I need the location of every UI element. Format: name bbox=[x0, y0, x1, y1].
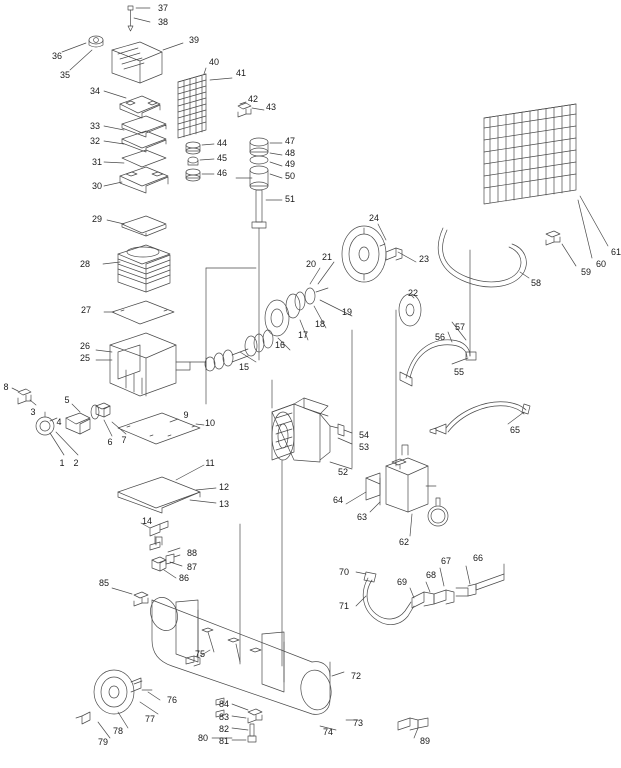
callout-54: 54 bbox=[358, 430, 370, 440]
callout-56: 56 bbox=[434, 332, 446, 342]
part-group-belt bbox=[438, 228, 529, 287]
callout-86: 86 bbox=[178, 573, 190, 583]
callout-78: 78 bbox=[112, 726, 124, 736]
callout-88: 88 bbox=[186, 548, 198, 558]
callout-23: 23 bbox=[418, 254, 430, 264]
callout-55: 55 bbox=[453, 367, 465, 377]
callout-30: 30 bbox=[91, 181, 103, 191]
callout-52: 52 bbox=[337, 467, 349, 477]
part-group-27 bbox=[104, 301, 174, 324]
callout-14: 14 bbox=[141, 516, 153, 526]
callout-31: 31 bbox=[91, 157, 103, 167]
callout-18: 18 bbox=[314, 319, 326, 329]
callout-66: 66 bbox=[472, 553, 484, 563]
callout-7: 7 bbox=[121, 435, 127, 445]
callout-41: 41 bbox=[235, 68, 247, 78]
callout-76: 76 bbox=[166, 695, 178, 705]
callout-26: 26 bbox=[79, 341, 91, 351]
callout-39: 39 bbox=[188, 35, 200, 45]
callout-63: 63 bbox=[356, 512, 368, 522]
callout-67: 67 bbox=[440, 556, 452, 566]
part-group-30 bbox=[104, 167, 168, 193]
callout-50: 50 bbox=[284, 171, 296, 181]
part-group-31 bbox=[104, 150, 166, 167]
callout-69: 69 bbox=[396, 577, 408, 587]
part-group-tank-fittings bbox=[320, 672, 428, 738]
callout-33: 33 bbox=[89, 121, 101, 131]
callout-85: 85 bbox=[98, 578, 110, 588]
callout-77: 77 bbox=[144, 714, 156, 724]
callout-72: 72 bbox=[350, 671, 362, 681]
callout-2: 2 bbox=[73, 458, 79, 468]
callout-49: 49 bbox=[284, 159, 296, 169]
callout-11: 11 bbox=[205, 458, 215, 468]
callout-43: 43 bbox=[265, 102, 277, 112]
callout-87: 87 bbox=[186, 562, 198, 572]
callout-83: 83 bbox=[218, 712, 230, 722]
callout-45: 45 bbox=[216, 153, 228, 163]
part-group-33-32 bbox=[104, 116, 166, 152]
part-group-11-12-13 bbox=[118, 465, 216, 513]
callout-73: 73 bbox=[352, 718, 364, 728]
callout-75: 75 bbox=[194, 649, 206, 659]
part-group-28 bbox=[103, 245, 170, 292]
part-group-9-10 bbox=[118, 413, 204, 444]
callout-61: 61 bbox=[610, 247, 621, 257]
part-group-26-25 bbox=[96, 333, 190, 396]
part-group-crank bbox=[190, 262, 352, 371]
callout-22: 22 bbox=[407, 288, 419, 298]
part-group-29 bbox=[107, 216, 166, 236]
part-group-cooler bbox=[484, 104, 608, 266]
callout-82: 82 bbox=[218, 724, 230, 734]
part-group-check-valve bbox=[112, 537, 182, 606]
callout-32: 32 bbox=[89, 136, 101, 146]
callout-81: 81 bbox=[218, 736, 230, 746]
part-group-pressure-switch bbox=[346, 445, 448, 536]
callout-28: 28 bbox=[79, 259, 91, 269]
callout-17: 17 bbox=[297, 330, 309, 340]
callout-4: 4 bbox=[56, 417, 62, 427]
callout-21: 21 bbox=[321, 252, 333, 262]
callout-8: 8 bbox=[3, 382, 9, 392]
part-group-motor bbox=[272, 398, 352, 469]
callout-37: 37 bbox=[157, 3, 169, 13]
callout-10: 10 bbox=[204, 418, 216, 428]
callout-89: 89 bbox=[419, 736, 431, 746]
callout-24: 24 bbox=[368, 213, 380, 223]
callout-64: 64 bbox=[332, 495, 344, 505]
callout-65: 65 bbox=[509, 425, 521, 435]
part-group-34 bbox=[104, 91, 160, 118]
part-group-flywheel bbox=[342, 224, 421, 326]
callout-3: 3 bbox=[30, 407, 36, 417]
callout-13: 13 bbox=[218, 499, 230, 509]
callout-48: 48 bbox=[284, 148, 296, 158]
callout-29: 29 bbox=[91, 214, 103, 224]
part-group-40-41 bbox=[178, 68, 232, 138]
callout-79: 79 bbox=[97, 737, 109, 747]
callout-84: 84 bbox=[218, 699, 230, 709]
callout-58: 58 bbox=[530, 278, 542, 288]
callout-20: 20 bbox=[305, 259, 317, 269]
callout-16: 16 bbox=[274, 340, 286, 350]
callout-25: 25 bbox=[79, 353, 91, 363]
callout-57: 57 bbox=[454, 322, 466, 332]
callout-60: 60 bbox=[595, 259, 607, 269]
callout-53: 53 bbox=[358, 442, 370, 452]
callout-74: 74 bbox=[322, 727, 334, 737]
callout-5: 5 bbox=[64, 395, 70, 405]
callout-71: 71 bbox=[338, 601, 350, 611]
callout-19: 19 bbox=[341, 307, 353, 317]
callout-51: 51 bbox=[284, 194, 296, 204]
callout-68: 68 bbox=[425, 570, 437, 580]
callout-40: 40 bbox=[208, 57, 220, 67]
part-group-36-35 bbox=[62, 36, 103, 70]
callout-44: 44 bbox=[216, 138, 228, 148]
callout-12: 12 bbox=[218, 482, 230, 492]
callout-9: 9 bbox=[183, 410, 189, 420]
callout-46: 46 bbox=[216, 168, 228, 178]
callout-34: 34 bbox=[89, 86, 101, 96]
callout-6: 6 bbox=[107, 437, 113, 447]
callout-36: 36 bbox=[51, 51, 63, 61]
part-group-37-38 bbox=[128, 6, 150, 31]
callout-62: 62 bbox=[398, 537, 410, 547]
callout-35: 35 bbox=[59, 70, 71, 80]
callout-27: 27 bbox=[80, 305, 92, 315]
callout-59: 59 bbox=[580, 267, 592, 277]
callout-70: 70 bbox=[338, 567, 350, 577]
part-group-39 bbox=[112, 42, 183, 83]
callout-42: 42 bbox=[247, 94, 259, 104]
callout-80: 80 bbox=[197, 733, 209, 743]
callout-38: 38 bbox=[157, 17, 169, 27]
callout-15: 15 bbox=[238, 362, 250, 372]
callout-47: 47 bbox=[284, 136, 296, 146]
callout-1: 1 bbox=[59, 458, 65, 468]
